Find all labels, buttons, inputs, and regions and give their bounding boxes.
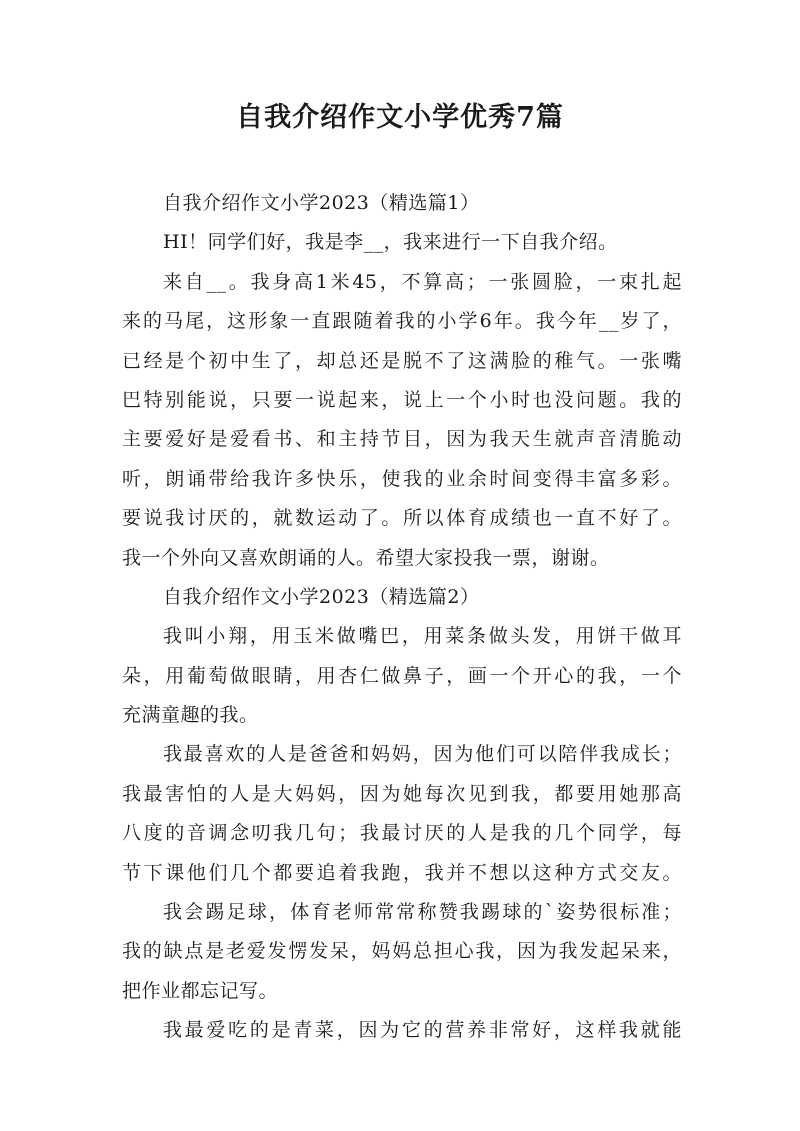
- paragraph-line: 节下课他们几个都要追着我跑，我并不想以这种方式交友。: [122, 861, 682, 884]
- paragraph-line: HI！同学们好，我是李__，我来进行一下自我介绍。: [163, 231, 618, 254]
- paragraph-line: 把作业都忘记写。: [122, 979, 279, 1002]
- document-title: 自我介绍作文小学优秀7篇: [236, 102, 564, 133]
- document-body: [122, 184, 682, 1051]
- paragraph-line: 充满童趣的我。: [122, 704, 259, 727]
- paragraph-line: 我的缺点是老爱发愣发呆，妈妈总担心我，因为我发起呆来，: [122, 940, 682, 963]
- paragraph-line: 我最爱吃的是青菜，因为它的营养非常好，这样我就能: [163, 1019, 682, 1042]
- paragraph-line: 来自__。我身高1米45，不算高；一张圆脸，一束扎起: [163, 270, 682, 293]
- paragraph-line: 巴特别能说，只要一说起来，说上一个小时也没问题。我的: [122, 388, 682, 411]
- paragraph-line: 已经是个初中生了，却总还是脱不了这满脸的稚气。一张嘴: [122, 349, 682, 372]
- section-heading: 自我介绍作文小学2023（精选篇1）: [163, 192, 480, 214]
- paragraph-line: 听，朗诵带给我许多快乐，使我的业余时间变得丰富多彩。: [122, 467, 682, 490]
- paragraph-line: 我会踢足球，体育老师常常称赞我踢球的`姿势很标准；: [163, 901, 682, 924]
- paragraph-line: 八度的音调念叨我几句；我最讨厌的人是我的几个同学，每: [122, 822, 682, 845]
- paragraph-line: 来的马尾，这形象一直跟随着我的小学6年。我今年__岁了，: [122, 310, 682, 333]
- paragraph-line: 要说我讨厌的，就数运动了。所以体育成绩也一直不好了。: [122, 507, 682, 530]
- paragraph-line: 主要爱好是爱看书、和主持节目，因为我天生就声音清脆动: [122, 428, 682, 451]
- paragraph-line: 我最喜欢的人是爸爸和妈妈，因为他们可以陪伴我成长；: [163, 743, 682, 766]
- paragraph-line: 我叫小翔，用玉米做嘴巴，用菜条做头发，用饼干做耳: [163, 625, 682, 648]
- paragraph-line: 我最害怕的人是大妈妈，因为她每次见到我，都要用她那高: [122, 782, 682, 805]
- section-heading: 自我介绍作文小学2023（精选篇2）: [163, 585, 480, 608]
- paragraph-line: 朵，用葡萄做眼睛，用杏仁做鼻子，画一个开心的我，一个: [122, 664, 682, 687]
- paragraph-line: 我一个外向又喜欢朗诵的人。希望大家投我一票，谢谢。: [122, 546, 610, 569]
